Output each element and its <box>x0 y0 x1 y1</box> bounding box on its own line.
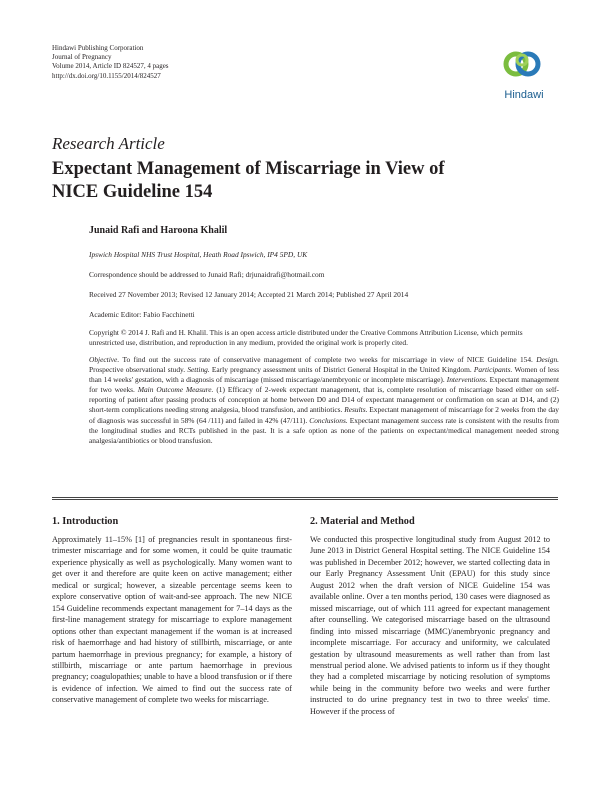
volume-info: Volume 2014, Article ID 824527, 4 pages <box>52 62 169 71</box>
abstract-setting-label: Setting. <box>187 365 212 375</box>
abstract-objective: To find out the success rate of conservative management of complete two weeks for miscarriage in view of NICE Guideline 154. <box>122 355 537 364</box>
hindawi-logo-text: Hindawi <box>504 89 544 101</box>
method-text: We conducted this prospective longitudinal study from August 2012 to June 2013 in District General Hospital setting. The NICE Guideline 154 was published in December 2012; however, we started collecting data in our Early Pregnancy Assessment Unit (EPAU) for this study since August 2012 when the draft version of NICE Guideline 154 was available online. Over a ten months period, 130 cases were diagnosed as missed miscarriage, out of which 111 agreed for expectant management after counselling. We categorised miscarriage based on the ultrasound finding into missed miscarriage (MMC)/anembryonic pregnancy and incomplete miscarriage. For accuracy and uniformity, we calculated gestation by ultrasound measurements as well rather than from last menstrual period alone. We advised patients to inform us if they thought they had a completed miscarriage by noticing resolution of symptoms while being in the community before two weeks and were further instructed to do urine pregnancy test in two to three weeks' time. However if the process of <box>310 535 550 716</box>
abstract-design-label: Design. <box>536 355 559 364</box>
abstract-results-label: Results. <box>344 405 370 415</box>
abstract-interventions-label: Interventions. <box>446 375 490 385</box>
title-line-2: NICE Guideline 154 <box>52 182 213 202</box>
publication-dates: Received 27 November 2013; Revised 12 January 2014; Accepted 21 March 2014; Published 27 April 2014 <box>89 290 409 299</box>
section-title-introduction: 1. Introduction <box>52 516 119 527</box>
article-title <box>52 158 532 204</box>
introduction-text: Approximately 11–15% [1] of pregnancies result in spontaneous first-trimester miscarriage and for some women, it could be quite traumatic experience physically as well as psychologically. Many women want to get over it and therefore are quite keen on active management; either medical or surgical; however, a sizeable percentage seems keen to explore conservative option of wait-and-see approach. The new NICE 154 Guideline recommends expectant management for 7–14 days as the first-line management strategy for miscarriage to explore management options other than expectant management if the woman is at increased risk of haemorrhage and had history of stillbirth, miscarriage, or ante partum haemorrhage in previous pregnancy; for example, a history of stillbirth, miscarriage or ante partum haemorrhage in previous pregnancy; coagulopathies; unable to have a blood transfusion or if there is evidence of infection. We aimed to find out the success rate of conservative management of complete two weeks for miscarriage. <box>52 535 292 705</box>
article-type: Research Article <box>52 134 165 153</box>
abstract-participants: Women of less than 14 weeks' gestation, with a diagnosis of miscarriage (missed miscarriage/anembryonic or incomplete miscarriage). <box>89 365 559 385</box>
abstract-conclusions: Expectant management success rate is consistent with the results from the longitudinal studies and RCTs published in the past. It is a safe option as none of the patients on expectant/medical management needed strong analgesia/antibiotics or blood transfusion. <box>89 415 560 445</box>
abstract-participants-label: Participants. <box>473 365 515 375</box>
abstract-conclusions-label: Conclusions. <box>309 415 350 425</box>
divider-top <box>52 497 558 498</box>
divider-bottom <box>52 499 558 500</box>
journal-header <box>52 44 169 81</box>
section-title-method: 2. Material and Method <box>310 516 415 527</box>
doi-link[interactable]: http://dx.doi.org/10.1155/2014/824527 <box>52 71 161 80</box>
abstract-outcome-label: Main Outcome Measure. <box>137 385 217 395</box>
correspondence: Correspondence should be addressed to Junaid Rafi; drjunaidrafi@hotmail.com <box>89 270 325 279</box>
abstract <box>89 355 559 446</box>
abstract-results: Expectant management of miscarriage for 2 weeks from the day of diagnosis was successful in 58% (64 /111) and failed in 42% (47/111). <box>89 405 559 425</box>
academic-editor: Academic Editor: Fabio Facchinetti <box>89 310 195 319</box>
abstract-objective-label: Objective. <box>89 355 123 364</box>
abstract-outcome: (1) Efficacy of 2-week expectant management, that is, complete resolution of miscarriage based either on self-reporting of patient after passing products of conception at home between D0 and D14 of expectant management or confirmation on scan at D14, and (2) short-term complications needing strong analgesia, blood transfusion, and antibiotics. <box>89 385 559 415</box>
abstract-interventions: Expectant management for two weeks. <box>89 375 559 395</box>
journal-name: Journal of Pregnancy <box>52 53 112 62</box>
abstract-design: Prospective observational study. <box>89 365 188 375</box>
copyright-notice: Copyright © 2014 J. Rafi and H. Khalil. This is an open access article distributed under the Creative Commons Attribution License, which permits unrestricted use, distribution, and reproduction in any medium, provided the original work is properly cited. <box>89 328 523 347</box>
affiliation: Ipswich Hospital NHS Trust Hospital, Heath Road Ipswich, IP4 5PD, UK <box>89 250 308 259</box>
title-line-1: Expectant Management of Miscarriage in View of <box>52 159 445 179</box>
authors: Junaid Rafi and Haroona Khalil <box>89 225 228 236</box>
abstract-setting: Early pregnancy assessment units of District General Hospital in the United Kingdom. <box>211 365 474 375</box>
publisher-name: Hindawi Publishing Corporation <box>52 44 144 52</box>
